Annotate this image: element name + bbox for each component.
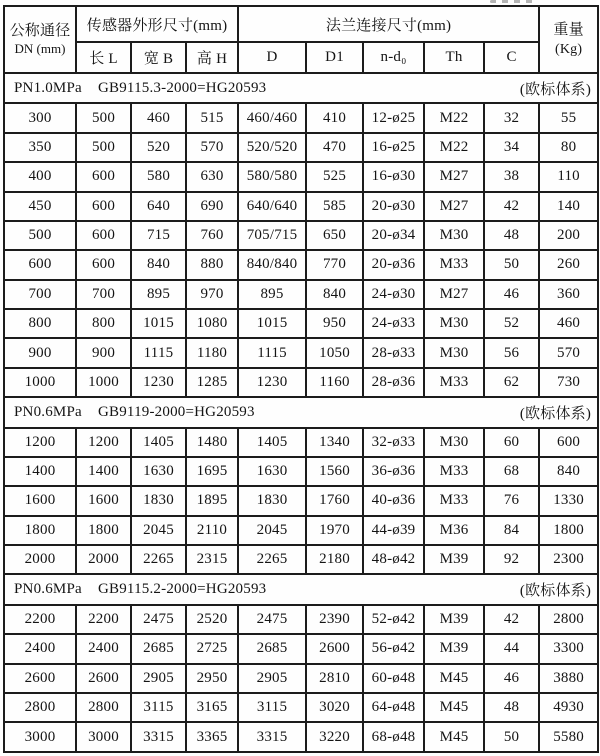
table-cell: 1015 [238, 309, 306, 338]
table-cell: 1400 [4, 457, 76, 486]
table-cell: 2475 [238, 605, 306, 634]
pressure-rating-label: PN1.0MPa [14, 79, 82, 96]
table-cell: 46 [484, 280, 539, 309]
table-cell: 1630 [238, 457, 306, 486]
table-cell: 1695 [186, 457, 238, 486]
table-cell: 1480 [186, 428, 238, 457]
table-cell: 1970 [306, 516, 363, 545]
column-header-c: C [484, 42, 539, 73]
table-cell: 900 [76, 338, 131, 367]
table-cell: 840/840 [238, 250, 306, 279]
table-cell: 600 [76, 221, 131, 250]
standard-system-note: (欧标体系) [519, 583, 592, 600]
pressure-rating-label: PN0.6MPa [14, 403, 82, 420]
table-cell: 800 [76, 309, 131, 338]
column-header-dn [4, 6, 76, 73]
table-row [4, 309, 598, 338]
weight-title: 重量 [553, 22, 584, 39]
table-cell: 585 [306, 192, 363, 221]
table-cell: 2180 [306, 545, 363, 574]
table-cell: 76 [484, 486, 539, 515]
table-cell: 520/520 [238, 133, 306, 162]
table-cell: 64-ø48 [363, 693, 424, 722]
table-cell: 2110 [186, 516, 238, 545]
table-cell: 460/460 [238, 103, 306, 132]
table-cell: 950 [306, 309, 363, 338]
table-cell: 4930 [539, 693, 598, 722]
table-cell: 1760 [306, 486, 363, 515]
table-cell: 1200 [76, 428, 131, 457]
table-cell: 1160 [306, 368, 363, 397]
table-cell: M33 [424, 457, 484, 486]
table-cell: 3300 [539, 634, 598, 663]
table-cell: 2390 [306, 605, 363, 634]
weight-unit: (Kg) [554, 41, 583, 57]
header-group-row [4, 6, 598, 42]
table-cell: M27 [424, 162, 484, 191]
table-row [4, 486, 598, 515]
table-cell: M45 [424, 722, 484, 752]
column-header-d: D [238, 42, 306, 73]
table-cell: 3115 [131, 693, 186, 722]
table-cell: 2800 [76, 693, 131, 722]
table-cell: 42 [484, 192, 539, 221]
table-cell: 40-ø36 [363, 486, 424, 515]
table-cell: 970 [186, 280, 238, 309]
table-cell: 2950 [186, 664, 238, 693]
table-cell: 900 [4, 338, 76, 367]
pressure-rating-label: PN0.6MPa [14, 581, 82, 598]
table-cell: 68-ø48 [363, 722, 424, 752]
table-cell: 600 [76, 250, 131, 279]
column-header-length-l: 长 L [76, 42, 131, 73]
table-cell: 2200 [76, 605, 131, 634]
section-header-cell [4, 73, 598, 103]
table-cell: M33 [424, 368, 484, 397]
table-cell: M30 [424, 428, 484, 457]
dn-unit: DN (mm) [14, 41, 66, 57]
table-cell: 50 [484, 722, 539, 752]
table-cell: 515 [186, 103, 238, 132]
table-row [4, 103, 598, 132]
table-cell: M39 [424, 634, 484, 663]
table-cell: 55 [539, 103, 598, 132]
table-cell: 500 [76, 133, 131, 162]
table-cell: 20-ø34 [363, 221, 424, 250]
table-cell: 700 [4, 280, 76, 309]
table-cell: 52 [484, 309, 539, 338]
table-cell: 48 [484, 221, 539, 250]
table-cell: 2000 [4, 545, 76, 574]
table-cell: 895 [238, 280, 306, 309]
table-cell: 56 [484, 338, 539, 367]
flange-dimension-table [3, 5, 599, 753]
cropped-text-artifact [490, 0, 534, 3]
table-cell: 42 [484, 605, 539, 634]
table-cell: 705/715 [238, 221, 306, 250]
table-cell: 460 [131, 103, 186, 132]
table-row [4, 368, 598, 397]
table-cell: 650 [306, 221, 363, 250]
table-cell: 640 [131, 192, 186, 221]
table-cell: 3020 [306, 693, 363, 722]
table-cell: 360 [539, 280, 598, 309]
table-cell: 770 [306, 250, 363, 279]
table-cell: 1000 [4, 368, 76, 397]
table-cell: 2725 [186, 634, 238, 663]
table-cell: 3315 [238, 722, 306, 752]
table-cell: 410 [306, 103, 363, 132]
table-cell: M27 [424, 192, 484, 221]
table-cell: 400 [4, 162, 76, 191]
table-cell: 16-ø25 [363, 133, 424, 162]
column-header-th: Th [424, 42, 484, 73]
table-cell: 2400 [4, 634, 76, 663]
table-cell: 24-ø33 [363, 309, 424, 338]
table-row [4, 221, 598, 250]
table-cell: 24-ø30 [363, 280, 424, 309]
table-cell: 2045 [238, 516, 306, 545]
table-cell: 12-ø25 [363, 103, 424, 132]
table-cell: 1180 [186, 338, 238, 367]
column-group-sensor-dimensions: 传感器外形尺寸(mm) [76, 6, 238, 42]
standard-code-label: GB9115.2-2000=HG20593 [98, 581, 267, 598]
table-cell: M33 [424, 486, 484, 515]
table-cell: 2905 [131, 664, 186, 693]
table-cell: 600 [76, 162, 131, 191]
table-cell: 1830 [131, 486, 186, 515]
table-cell: M22 [424, 133, 484, 162]
table-cell: 3880 [539, 664, 598, 693]
table-cell: 1200 [4, 428, 76, 457]
table-cell: 2400 [76, 634, 131, 663]
table-cell: M30 [424, 309, 484, 338]
table-cell: 2520 [186, 605, 238, 634]
section-header-row [4, 397, 598, 427]
table-cell: 62 [484, 368, 539, 397]
table-cell: 92 [484, 545, 539, 574]
table-cell: 2045 [131, 516, 186, 545]
table-cell: 840 [539, 457, 598, 486]
table-cell: 1630 [131, 457, 186, 486]
table-cell: M30 [424, 221, 484, 250]
table-cell: 3315 [131, 722, 186, 752]
table-cell: 2300 [539, 545, 598, 574]
table-cell: 80 [539, 133, 598, 162]
table-cell: 48 [484, 693, 539, 722]
table-cell: 1830 [238, 486, 306, 515]
table-cell: 840 [306, 280, 363, 309]
table-row [4, 634, 598, 663]
table-cell: 1400 [76, 457, 131, 486]
column-header-weight [539, 6, 598, 73]
table-cell: 460 [539, 309, 598, 338]
table-cell: 470 [306, 133, 363, 162]
table-cell: 1405 [131, 428, 186, 457]
table-cell: 3000 [4, 722, 76, 752]
table-cell: 630 [186, 162, 238, 191]
table-cell: 580 [131, 162, 186, 191]
table-row [4, 516, 598, 545]
table-cell: 110 [539, 162, 598, 191]
table-cell: 28-ø33 [363, 338, 424, 367]
table-cell: 260 [539, 250, 598, 279]
table-cell: 525 [306, 162, 363, 191]
table-cell: 1800 [76, 516, 131, 545]
table-cell: 68 [484, 457, 539, 486]
table-cell: 50 [484, 250, 539, 279]
table-cell: 1895 [186, 486, 238, 515]
table-row [4, 280, 598, 309]
table-cell: 20-ø30 [363, 192, 424, 221]
table-cell: 2600 [4, 664, 76, 693]
table-cell: 2600 [76, 664, 131, 693]
table-cell: 140 [539, 192, 598, 221]
standard-code-label: GB9119-2000=HG20593 [98, 403, 255, 420]
table-cell: 500 [76, 103, 131, 132]
table-body [4, 73, 598, 752]
table-cell: 300 [4, 103, 76, 132]
table-cell: M45 [424, 693, 484, 722]
column-header-n-d0: n-d₀ [363, 42, 424, 73]
table-cell: 1405 [238, 428, 306, 457]
table-cell: 48-ø42 [363, 545, 424, 574]
table-cell: 2600 [306, 634, 363, 663]
table-cell: 570 [186, 133, 238, 162]
table-row [4, 338, 598, 367]
table-row [4, 250, 598, 279]
table-cell: 60-ø48 [363, 664, 424, 693]
section-header-row [4, 73, 598, 103]
table-cell: M22 [424, 103, 484, 132]
table-cell: 16-ø30 [363, 162, 424, 191]
column-group-flange-dimensions: 法兰连接尺寸(mm) [238, 6, 539, 42]
column-header-d1: D1 [306, 42, 363, 73]
table-cell: 3000 [76, 722, 131, 752]
table-row [4, 457, 598, 486]
table-cell: 350 [4, 133, 76, 162]
table-cell: 1230 [131, 368, 186, 397]
table-cell: 2315 [186, 545, 238, 574]
table-cell: 3165 [186, 693, 238, 722]
table-cell: 44-ø39 [363, 516, 424, 545]
table-cell: 2265 [238, 545, 306, 574]
table-cell: 880 [186, 250, 238, 279]
table-cell: 1115 [238, 338, 306, 367]
table-cell: 2685 [238, 634, 306, 663]
table-cell: 450 [4, 192, 76, 221]
table-cell: 2810 [306, 664, 363, 693]
table-cell: 715 [131, 221, 186, 250]
table-cell: 690 [186, 192, 238, 221]
table-cell: 60 [484, 428, 539, 457]
table-cell: 600 [76, 192, 131, 221]
table-row [4, 133, 598, 162]
table-cell: 32-ø33 [363, 428, 424, 457]
table-row [4, 428, 598, 457]
table-cell: 580/580 [238, 162, 306, 191]
table-cell: 52-ø42 [363, 605, 424, 634]
table-cell: 760 [186, 221, 238, 250]
table-cell: 895 [131, 280, 186, 309]
standard-code-label: GB9115.3-2000=HG20593 [98, 79, 267, 96]
table-cell: 20-ø36 [363, 250, 424, 279]
table-row [4, 722, 598, 752]
standard-system-note: (欧标体系) [519, 81, 592, 98]
table-cell: 1230 [238, 368, 306, 397]
table-cell: 1115 [131, 338, 186, 367]
table-cell: 840 [131, 250, 186, 279]
table-cell: M36 [424, 516, 484, 545]
table-row [4, 664, 598, 693]
table-cell: 5580 [539, 722, 598, 752]
table-cell: M39 [424, 605, 484, 634]
table-cell: 1000 [76, 368, 131, 397]
table-cell: 3365 [186, 722, 238, 752]
section-header-cell [4, 574, 598, 604]
table-cell: 46 [484, 664, 539, 693]
dn-title: 公称通径 [9, 22, 71, 39]
table-cell: 1800 [4, 516, 76, 545]
table-cell: 2800 [539, 605, 598, 634]
table-row [4, 693, 598, 722]
table-cell: M45 [424, 664, 484, 693]
table-row [4, 192, 598, 221]
table-cell: M30 [424, 338, 484, 367]
table-cell: 2265 [131, 545, 186, 574]
table-cell: 36-ø36 [363, 457, 424, 486]
section-header-row [4, 574, 598, 604]
section-header-cell [4, 397, 598, 427]
table-cell: 570 [539, 338, 598, 367]
table-cell: 640/640 [238, 192, 306, 221]
table-cell: 84 [484, 516, 539, 545]
table-cell: M33 [424, 250, 484, 279]
table-row [4, 545, 598, 574]
table-cell: 2000 [76, 545, 131, 574]
table-cell: 3115 [238, 693, 306, 722]
table-cell: 1050 [306, 338, 363, 367]
table-cell: 1340 [306, 428, 363, 457]
table-cell: 730 [539, 368, 598, 397]
table-cell: 44 [484, 634, 539, 663]
table-cell: 3220 [306, 722, 363, 752]
table-cell: 32 [484, 103, 539, 132]
table-cell: 700 [76, 280, 131, 309]
table-cell: 1560 [306, 457, 363, 486]
table-cell: 1015 [131, 309, 186, 338]
table-cell: 38 [484, 162, 539, 191]
table-cell: 600 [539, 428, 598, 457]
table-cell: 800 [4, 309, 76, 338]
table-cell: 1600 [4, 486, 76, 515]
table-cell: 2905 [238, 664, 306, 693]
column-header-width-b: 宽 B [131, 42, 186, 73]
table-cell: 1600 [76, 486, 131, 515]
table-cell: 500 [4, 221, 76, 250]
table-cell: M39 [424, 545, 484, 574]
column-header-height-h: 高 H [186, 42, 238, 73]
table-cell: 1800 [539, 516, 598, 545]
table-row [4, 162, 598, 191]
table-cell: M27 [424, 280, 484, 309]
table-cell: 2685 [131, 634, 186, 663]
table-cell: 2800 [4, 693, 76, 722]
standard-system-note: (欧标体系) [519, 405, 592, 422]
table-row [4, 605, 598, 634]
table-cell: 1285 [186, 368, 238, 397]
table-cell: 200 [539, 221, 598, 250]
table-cell: 520 [131, 133, 186, 162]
table-cell: 1330 [539, 486, 598, 515]
table-cell: 2200 [4, 605, 76, 634]
table-header [4, 6, 598, 73]
table-cell: 2475 [131, 605, 186, 634]
table-cell: 56-ø42 [363, 634, 424, 663]
table-cell: 28-ø36 [363, 368, 424, 397]
table-cell: 600 [4, 250, 76, 279]
header-sub-row [4, 42, 598, 73]
table-cell: 34 [484, 133, 539, 162]
table-cell: 1080 [186, 309, 238, 338]
